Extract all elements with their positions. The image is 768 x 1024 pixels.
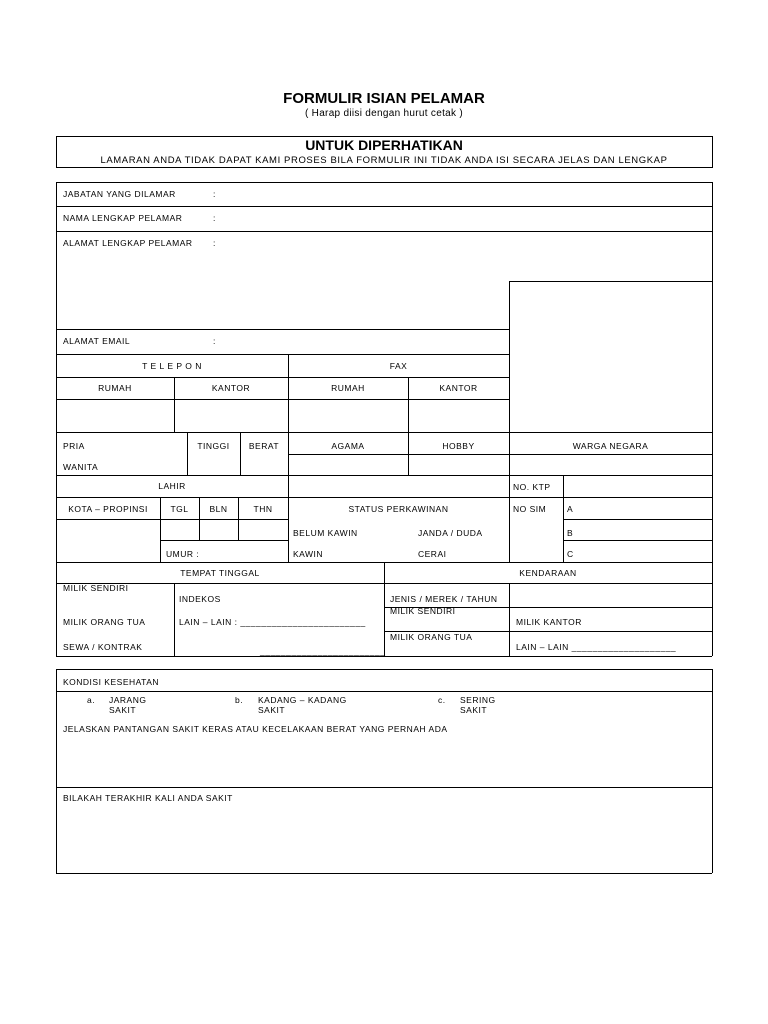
- sim-a-label: A: [567, 504, 574, 514]
- milik-orang-tua-label: MILIK ORANG TUA: [63, 617, 146, 627]
- telepon-rumah-label: RUMAH: [98, 383, 132, 393]
- jabatan-label: JABATAN YANG DILAMAR: [63, 189, 176, 199]
- option-a-line2: SAKIT: [109, 705, 137, 715]
- berat-label: BERAT: [248, 441, 280, 451]
- fax-rumah-label: RUMAH: [331, 383, 365, 393]
- email-colon: :: [213, 336, 216, 346]
- status-perkawinan-label: STATUS PERKAWINAN: [348, 504, 449, 514]
- no-ktp-label: NO. KTP: [513, 482, 551, 492]
- sewa-blank-line: ________________________: [260, 646, 386, 656]
- option-c-line1: SERING: [460, 695, 496, 705]
- telepon-header: T E L E P O N: [142, 361, 202, 371]
- agama-label: AGAMA: [331, 441, 365, 451]
- milik-sendiri-kendaraan-label: MILIK SENDIRI: [390, 606, 456, 616]
- option-c-line2: SAKIT: [460, 705, 488, 715]
- photo-box[interactable]: [515, 288, 705, 426]
- bln-label: BLN: [209, 504, 228, 514]
- email-label: ALAMAT EMAIL: [63, 336, 131, 346]
- option-a-marker: a.: [87, 695, 96, 705]
- sim-b-label: B: [567, 528, 574, 538]
- option-c-marker: c.: [438, 695, 446, 705]
- belum-kawin-label: BELUM KAWIN: [293, 528, 358, 538]
- lain-lain-tempat-label: LAIN – LAIN : ________________________: [179, 617, 366, 627]
- alamat-label: ALAMAT LENGKAP PELAMAR: [63, 238, 193, 248]
- umur-label: UMUR :: [166, 549, 200, 559]
- option-b-marker: b.: [235, 695, 244, 705]
- fax-kantor-label: KANTOR: [439, 383, 478, 393]
- form-title: FORMULIR ISIAN PELAMAR: [283, 90, 485, 107]
- milik-sendiri-label: MILIK SENDIRI: [63, 583, 129, 593]
- tinggi-label: TINGGI: [197, 441, 230, 451]
- health-title: KONDISI KESEHATAN: [63, 677, 160, 687]
- notice-text: LAMARAN ANDA TIDAK DAPAT KAMI PROSES BILA FORMULIR INI TIDAK ANDA ISI SECARA JELAS DAN LENGKAP: [100, 155, 668, 166]
- jenis-merek-label: JENIS / MEREK / TAHUN: [390, 594, 498, 604]
- option-b-line1: KADANG – KADANG: [258, 695, 347, 705]
- tempat-tinggal-header: TEMPAT TINGGAL: [180, 568, 260, 578]
- hobby-label: HOBBY: [442, 441, 475, 451]
- warga-negara-label: WARGA NEGARA: [572, 441, 649, 451]
- form-subtitle: ( Harap diisi dengan hurut cetak ): [304, 108, 464, 119]
- fax-header: FAX: [389, 361, 408, 371]
- no-sim-label: NO SIM: [513, 504, 547, 514]
- nama-label: NAMA LENGKAP PELAMAR: [63, 213, 183, 223]
- sewa-kontrak-label: SEWA / KONTRAK: [63, 642, 143, 652]
- alamat-colon: :: [213, 238, 216, 248]
- notice-title: UNTUK DIPERHATIKAN: [305, 137, 463, 153]
- sim-c-label: C: [567, 549, 574, 559]
- tgl-label: TGL: [170, 504, 189, 514]
- health-question-1: JELASKAN PANTANGAN SAKIT KERAS ATAU KECELAKAAN BERAT YANG PERNAH ADA: [63, 724, 448, 734]
- cerai-label: CERAI: [418, 549, 447, 559]
- indekos-label: INDEKOS: [179, 594, 221, 604]
- janda-duda-label: JANDA / DUDA: [418, 528, 483, 538]
- telepon-kantor-label: KANTOR: [211, 383, 251, 393]
- nama-colon: :: [213, 213, 216, 223]
- jabatan-colon: :: [213, 189, 216, 199]
- kawin-label: KAWIN: [293, 549, 324, 559]
- milik-kantor-label: MILIK KANTOR: [516, 617, 582, 627]
- thn-label: THN: [253, 504, 273, 514]
- kendaraan-header: KENDARAAN: [519, 568, 577, 578]
- pria-label: PRIA: [63, 441, 85, 451]
- lain-lain-kendaraan-label: LAIN – LAIN ____________________: [516, 642, 677, 652]
- option-b-line2: SAKIT: [258, 705, 286, 715]
- kota-propinsi-label: KOTA – PROPINSI: [68, 504, 148, 514]
- option-a-line1: JARANG: [109, 695, 147, 705]
- lahir-label: LAHIR: [158, 481, 186, 491]
- milik-orang-tua-kendaraan-label: MILIK ORANG TUA: [390, 632, 473, 642]
- health-question-2: BILAKAH TERAKHIR KALI ANDA SAKIT: [63, 793, 233, 803]
- wanita-label: WANITA: [63, 462, 99, 472]
